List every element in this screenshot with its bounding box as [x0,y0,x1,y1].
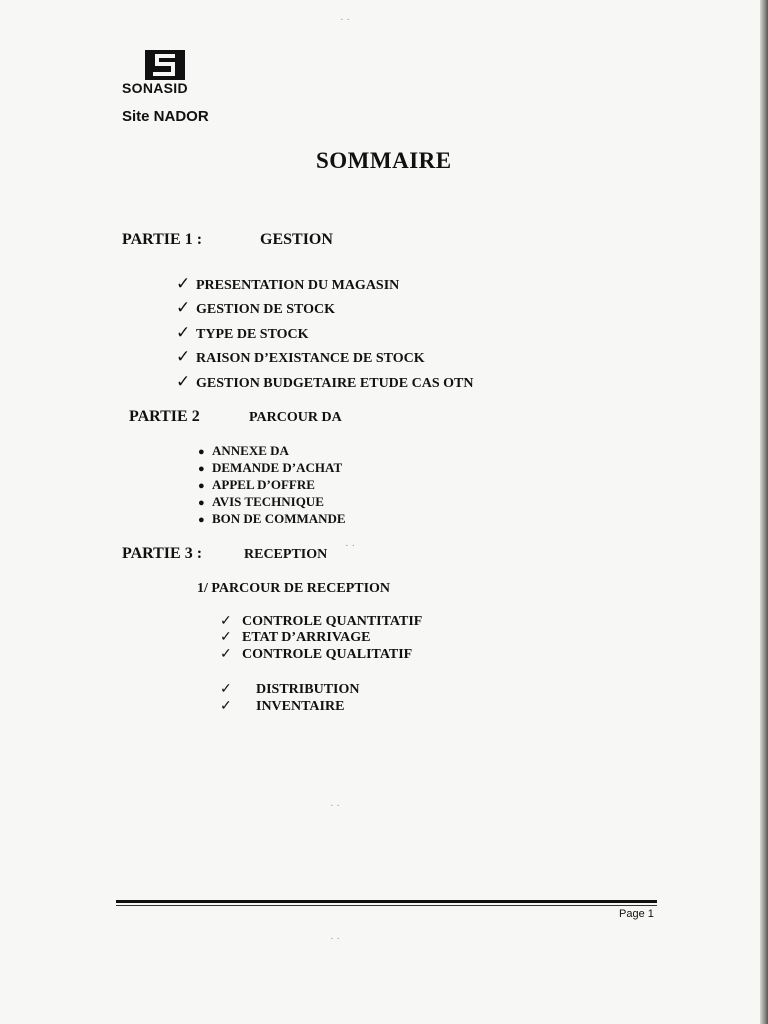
check-icon: ✓ [176,372,191,391]
check-icon: ✓ [176,323,191,342]
list-item: ✓ DISTRIBUTION [220,682,360,697]
scan-smudge: · · [340,14,351,26]
bullet-icon: ● [198,480,205,492]
list-item: ✓ GESTION DE STOCK [176,298,336,317]
footer-rule [116,900,657,903]
list-item: ● AVIS TECHNIQUE [198,494,324,509]
bullet-icon: ● [198,463,205,475]
bullet-icon: ● [198,446,205,458]
list-item: ✓ GESTION BUDGETAIRE ETUDE CAS OTN [176,372,474,391]
list-item: ✓ ETAT D’ARRIVAGE [220,630,371,645]
site-name: Site NADOR [122,108,209,125]
check-icon: ✓ [220,614,232,629]
part2-heading [129,408,342,426]
list-item: ✓ PRESENTATION DU MAGASIN [176,274,400,293]
scan-smudge: · · [330,800,341,812]
list-item: ✓ TYPE DE STOCK [176,323,309,342]
check-icon: ✓ [176,298,191,317]
part1-heading [122,231,333,249]
check-icon: ✓ [220,699,232,714]
sonasid-logo-icon [145,50,185,80]
part3-subheading: 1/ PARCOUR DE RECEPTION [197,581,391,596]
check-icon: ✓ [220,630,232,645]
list-item: ✓ INVENTAIRE [220,699,345,714]
list-item: ● BON DE COMMANDE [198,511,346,526]
bullet-icon: ● [198,497,205,509]
list-item: ● DEMANDE D’ACHAT [198,460,343,475]
scan-smudge: · · [345,540,356,552]
check-icon: ✓ [176,274,191,293]
page-number: Page 1 [619,908,654,920]
bullet-icon: ● [198,514,205,526]
list-item: ✓ RAISON D’EXISTANCE DE STOCK [176,347,425,366]
check-icon: ✓ [220,682,232,697]
part3-heading [122,545,328,563]
part2-name: PARCOUR DA [249,410,342,425]
list-item: ● APPEL D’OFFRE [198,477,315,492]
part1-label: PARTIE 1 : [122,231,203,248]
check-icon: ✓ [176,347,191,366]
part2-label: PARTIE 2 [129,408,200,425]
part3-name: RECEPTION [244,547,328,562]
company-name: SONASID [122,80,188,96]
part3-label: PARTIE 3 : [122,545,203,562]
check-icon: ✓ [220,647,232,662]
page-title: SOMMAIRE [316,148,452,173]
footer-rule-thin [116,905,657,906]
list-item: ✓ CONTROLE QUALITATIF [220,647,413,662]
page-edge-shadow [760,0,768,1024]
part1-name: GESTION [260,231,333,248]
list-item: ✓ CONTROLE QUANTITATIF [220,614,423,629]
list-item: ● ANNEXE DA [198,443,289,458]
scan-smudge: · · [330,933,341,945]
